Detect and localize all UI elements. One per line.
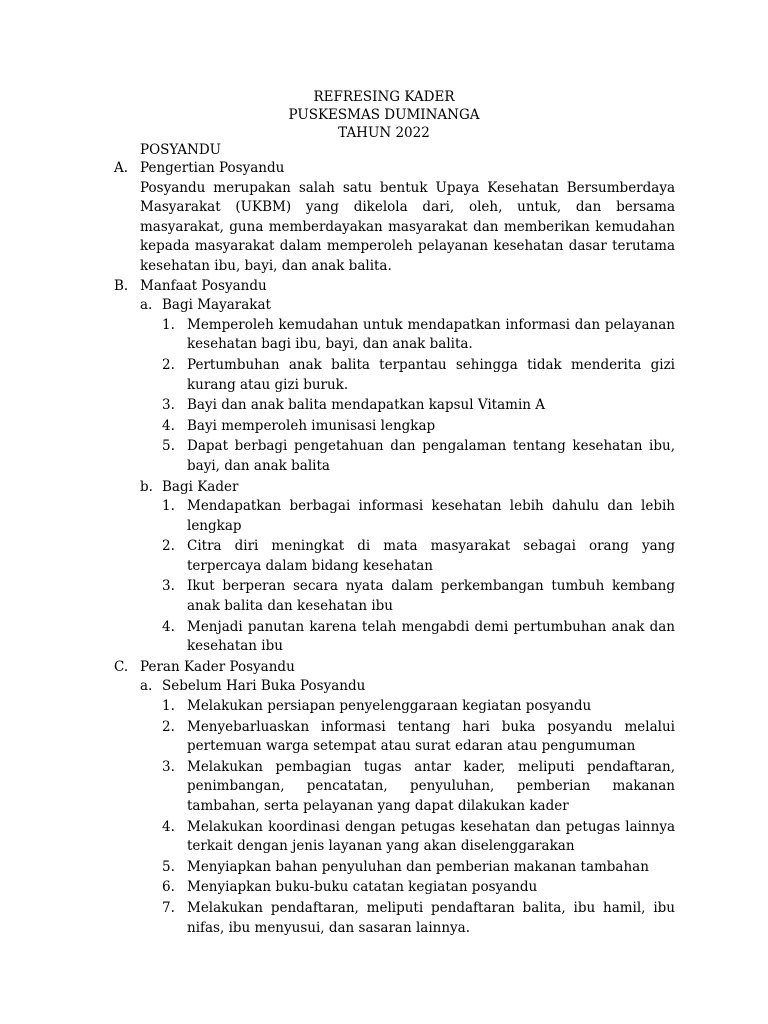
item-text: Memperoleh kemudahan untuk mendapatkan informasi dan pelayanan kesehatan bagi ibu, bayi, dan anak balita. — [187, 316, 675, 353]
item-text: Citra diri meningkat di mata masyarakat sebagai orang yang terpercaya dalam bidang kesehatan — [187, 538, 675, 574]
subsection-title: Sebelum Hari Buka Posyandu — [162, 678, 366, 695]
section-label: A. — [114, 160, 129, 176]
section-label: B. — [114, 277, 129, 294]
list-item — [162, 718, 675, 757]
subsection-label: a. — [140, 678, 153, 695]
list-item — [162, 697, 675, 717]
section-a — [114, 159, 675, 277]
item-number: 1. — [162, 316, 175, 333]
numbered-list — [140, 697, 675, 938]
list-item — [162, 417, 675, 437]
item-number: 4. — [162, 417, 175, 434]
item-number: 6. — [162, 879, 175, 896]
list-item — [162, 316, 675, 355]
subsection-b-b — [140, 478, 675, 657]
item-text: Pertumbuhan anak balita terpantau sehingga tidak menderita gizi kurang atau gizi buruk. — [187, 356, 675, 393]
item-number: 2. — [162, 718, 175, 735]
item-text: Melakukan koordinasi dengan petugas kesehatan dan petugas lainnya terkait dengan jenis layanan yang akan diselenggarakan — [187, 818, 675, 855]
list-item — [162, 899, 675, 938]
list-item — [162, 878, 675, 898]
item-text: Ikut berperan secara nyata dalam perkembangan tumbuh kembang anak balita dan kesehatan ibu — [187, 578, 675, 615]
item-text: Bayi dan anak balita mendapatkan kapsul Vitamin A — [187, 397, 546, 414]
list-item — [162, 618, 675, 657]
item-number: 3. — [162, 578, 175, 595]
item-number: 1. — [162, 698, 175, 715]
header-line-1: REFRESING KADER — [313, 89, 455, 105]
item-number: 2. — [162, 538, 175, 555]
numbered-list — [140, 316, 675, 477]
subsection-c-a — [140, 677, 675, 938]
list-item — [162, 818, 675, 857]
subsection-b-a — [140, 296, 675, 476]
item-number: 1. — [162, 498, 175, 515]
section-title: Pengertian Posyandu — [140, 160, 285, 176]
document-header — [0, 88, 768, 142]
item-number: 3. — [162, 397, 175, 414]
item-number: 3. — [162, 758, 175, 775]
subsection-title: Bagi Kader — [162, 478, 239, 495]
topic-title: POSYANDU — [140, 142, 222, 158]
item-text: Mendapatkan berbagai informasi kesehatan lebih dahulu dan lebih lengkap — [187, 498, 675, 534]
item-text: Menjadi panutan karena telah mengabdi demi pertumbuhan anak dan kesehatan ibu — [187, 618, 675, 655]
item-text: Melakukan pembagian tugas antar kader, meliputi pendaftaran, penimbangan, pencatatan, penyuluhan, pemberian makanan tambahan, serta pelayanan yang dapat dilakukan kader — [187, 758, 675, 814]
item-text: Melakukan pendaftaran, meliputi pendaftaran balita, ibu hamil, ibu nifas, ibu menyusui, dan sasaran lainnya. — [187, 899, 675, 936]
item-text: Dapat berbagi pengetahuan dan pengalaman tentang kesehatan ibu, bayi, dan anak balita — [187, 438, 675, 474]
section-c — [114, 658, 675, 938]
list-item — [162, 758, 675, 817]
item-text: Menyiapkan buku-buku catatan kegiatan posyandu — [187, 879, 538, 896]
section-title: Manfaat Posyandu — [140, 277, 267, 294]
section-b — [114, 277, 675, 657]
numbered-list — [140, 497, 675, 657]
section-title: Peran Kader Posyandu — [140, 658, 295, 675]
item-text: Melakukan persiapan penyelenggaraan kegiatan posyandu — [187, 698, 592, 715]
list-item — [162, 396, 675, 416]
header-line-3: TAHUN 2022 — [338, 125, 430, 141]
item-text: Menyiapkan bahan penyuluhan dan pemberian makanan tambahan — [187, 858, 649, 875]
item-text: Bayi memperoleh imunisasi lengkap — [187, 417, 436, 434]
list-item — [162, 537, 675, 576]
section-label: C. — [114, 658, 129, 675]
list-item — [162, 356, 675, 395]
subsection-label: a. — [140, 297, 153, 314]
subsection-title: Bagi Mayarakat — [162, 297, 271, 314]
item-number: 4. — [162, 818, 175, 835]
list-item — [162, 858, 675, 878]
item-number: 7. — [162, 899, 175, 916]
document-body — [114, 159, 675, 939]
item-number: 4. — [162, 618, 175, 635]
list-item — [162, 577, 675, 616]
item-number: 5. — [162, 858, 175, 875]
item-text: Menyebarluaskan informasi tentang hari buka posyandu melalui pertemuan warga setempat atau surat edaran atau pengumuman — [187, 718, 675, 755]
list-item — [162, 497, 675, 536]
item-number: 5. — [162, 438, 175, 455]
item-number: 2. — [162, 356, 175, 373]
subsection-label: b. — [140, 478, 153, 495]
section-paragraph: Posyandu merupakan salah satu bentuk Upaya Kesehatan Bersumberdaya Masyarakat (UKBM) yang dikelola dari, oleh, untuk, dan bersama masyarakat, guna memberdayakan masyarakat dan memberikan kemudahan kepada masyarakat dalam memperoleh pelayanan kesehatan dasar terutama kesehatan ibu, bayi, dan anak balita. — [140, 179, 675, 274]
header-line-2: PUSKESMAS DUMINANGA — [288, 107, 480, 123]
list-item — [162, 437, 675, 476]
